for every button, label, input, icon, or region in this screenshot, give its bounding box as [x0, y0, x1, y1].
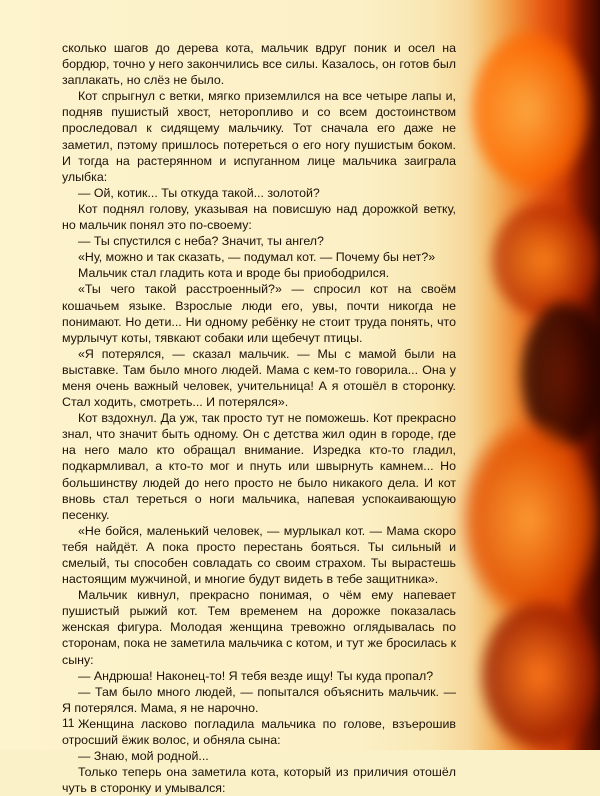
paragraph: сколько шагов до дерева кота, мальчик вдруг поник и осел на бордюр, точно у него закончились все силы. Казалось, он готов был заплакать, но слёз не было.: [62, 41, 456, 88]
paragraph: Кот поднял голову, указывая на повисшую над дорожкой ветку, но мальчик понял это по-своему:: [62, 201, 456, 233]
paragraph: Мальчик кивнул, прекрасно понимая, о чём ему напевает пушистый рыжий кот. Тем временем на дорожке показалась женская фигура. Молодая женщина тревожно оглядывалась по сторонам, пока не заметила мальчика с котом, и тут же бросилась к сыну:: [62, 588, 456, 667]
paragraph: «Не бойся, маленький человек, — мурлыкал кот. — Мама скоро тебя найдёт. А пока просто перестань бояться. Ты сильный и смелый, ты способен совладать со своим страхом. Ты вырастешь настоящим мужчиной, и многие будут видеть в тебе защитника».: [62, 523, 456, 587]
page-number: 11: [62, 716, 75, 730]
paragraph: «Ты чего такой расстроенный?» — спросил кот на своём кошачьем языке. Взрослые люди его, увы, почти никогда не понимают. Но дети... Ни одному ребёнку не стоит труда понять, что мурлычут коты, тявкают собаки или щебечут птицы.: [62, 282, 456, 345]
fire-decoration: [450, 0, 600, 750]
paragraph: Женщина ласково погладила мальчика по голове, взъерошив отросший ёжик волос, и обняла сына:: [62, 716, 456, 748]
paragraph: — Ой, котик... Ты откуда такой... золотой?: [78, 185, 320, 200]
paragraph: — Ты спустился с неба? Значит, ты ангел?: [78, 234, 324, 249]
paragraph: Кот спрыгнул с ветки, мягко приземлился на все четыре лапы и, подняв пушистый хвост, неторопливо и со всем достоинством проследовал к сидящему мальчику. Тот сначала его даже не заметил, пэтому пришлось потереться о его ногу пушистым боком. И тогда на растерянном и испуганном лице мальчика заиграла улыбка:: [62, 89, 456, 184]
paragraph: «Ну, можно и так сказать, — подумал кот. — Почему бы нет?»: [78, 250, 436, 265]
paragraph: Мальчик стал гладить кота и вроде бы приободрился.: [78, 266, 390, 281]
paragraph: — Знаю, мой родной...: [78, 749, 209, 764]
paragraph: — Андрюша! Наконец-то! Я тебя везде ищу! Ты куда пропал?: [78, 668, 434, 683]
paragraph: «Я потерялся, — сказал мальчик. — Мы с мамой были на выставке. Там было много людей. Мама с кем-то говорила... Она у меня очень важный человек, учительница! А я отошёл в сторонку. Стал ходить, смотреть... И потерялся».: [62, 346, 456, 410]
paragraph: Только теперь она заметила кота, который из приличия отошёл чуть в сторонку и умывался:: [62, 765, 456, 796]
paragraph: Кот вздохнул. Да уж, так просто тут не поможешь. Кот прекрасно знал, что значит быть одному. Он с детства жил один в городе, где на него мало кто обращал внимание. Изредка кто-то гладил, подкармливал, а кто-то мог и пнуть или швырнуть камнем... Но большинству людей до него просто не было никакого дела. И кот вновь стал тереться о ноги мальчика, напевая успокаивающую песенку.: [62, 411, 456, 522]
paragraph: — Там было много людей, — попытался объяснить мальчик. — Я потерялся. Мама, я не нарочно.: [62, 684, 456, 715]
story-text: [62, 40, 456, 796]
